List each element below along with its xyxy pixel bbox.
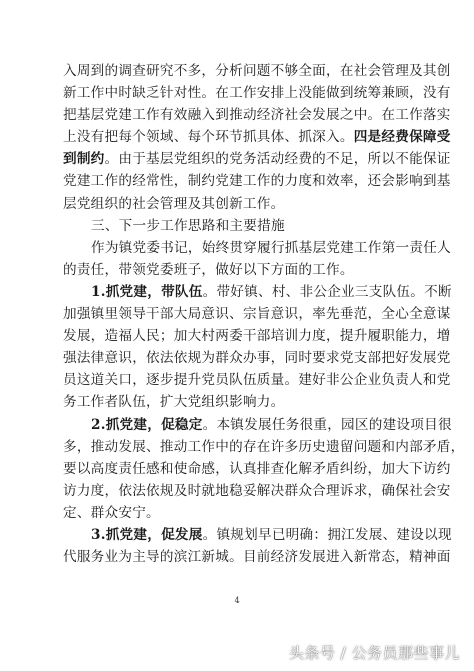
page-number: 4 xyxy=(234,596,240,605)
text-line: 多，推动发展、推动工作中的存在许多历史遗留问题和内部矛盾， xyxy=(63,438,465,455)
text-line: 把基层党建工作有效融入到推动经济社会发展之中。在工作落实 xyxy=(63,107,451,124)
bold-heading-fragment: 四是经费保障受 xyxy=(353,129,451,146)
text-line: 2.抓党建，促稳定。本镇发展任务很重，园区的建设项目很 xyxy=(91,416,452,433)
bold-heading-fragment: 到制约 xyxy=(63,151,105,168)
text-line: 作为镇党委书记，始终贯穿履行抓基层党建工作第一责任人 xyxy=(91,239,451,256)
text-line: 3.抓党建，促发展。镇规划早已明确：拥江发展、建设以现 xyxy=(91,526,452,543)
document-body xyxy=(63,60,465,568)
section-heading: 三、下一步工作思路和主要措施 xyxy=(91,217,285,234)
text-line: 层党组织的社会管理及其创新工作。 xyxy=(63,195,285,212)
text-line: 1.抓党建，带队伍。带好镇、村、非公企业三支队伍。不断 xyxy=(91,283,452,300)
item-heading-3: 3.抓党建，促发展 xyxy=(91,526,203,543)
text-line: 发展，造福人民；加大村两委干部培训力度，提升履职能力，增 xyxy=(63,328,451,345)
text-line: 到制约。由于基层党组织的党务活动经费的不足，所以不能保证 xyxy=(63,151,451,168)
item-heading-2: 2.抓党建，促稳定 xyxy=(91,416,203,433)
text-line: 入周到的调查研究不多，分析问题不够全面，在社会管理及其创 xyxy=(63,63,451,79)
watermark: 头条号 / 公务员那些事儿 xyxy=(288,644,460,662)
text-line: 加强镇里领导干部大局意识、宗旨意识，率先垂范，全心全意谋 xyxy=(63,306,451,323)
text-line: 强法律意识，依法依规为群众办事，同时要求党支部把好发展党 xyxy=(63,350,451,367)
text-line: 上没有把每个领域、每个环节抓具体、抓深入。四是经费保障受 xyxy=(63,129,451,146)
text-line: 要以高度责任感和使命感，认真排查化解矛盾纠纷，加大下访约 xyxy=(63,460,451,477)
text-line: 的责任，带领党委班子，做好以下方面的工作。 xyxy=(63,261,354,278)
text-line: 员这道关口，逐步提升党员队伍质量。建好非公企业负责人和党 xyxy=(63,372,451,389)
text-line: 务工作者队伍，扩大党组织影响力。 xyxy=(63,394,285,411)
text-line: 定、群众安宁。 xyxy=(63,504,160,521)
text-line: 访力度，依法依规及时就地稳妥解决群众合理诉求，确保社会安 xyxy=(63,482,451,499)
item-heading-1: 1.抓党建，带队伍 xyxy=(91,283,203,300)
text-line: 代服务业为主导的滨江新城。目前经济发展进入新常态，精神面 xyxy=(63,549,451,566)
text-line: 新工作中时缺乏针对性。在工作安排上没能做到统筹兼顾，没有 xyxy=(63,85,451,102)
text-line: 党建工作的经常性，制约党建工作的力度和效率，还会影响到基 xyxy=(63,173,451,190)
